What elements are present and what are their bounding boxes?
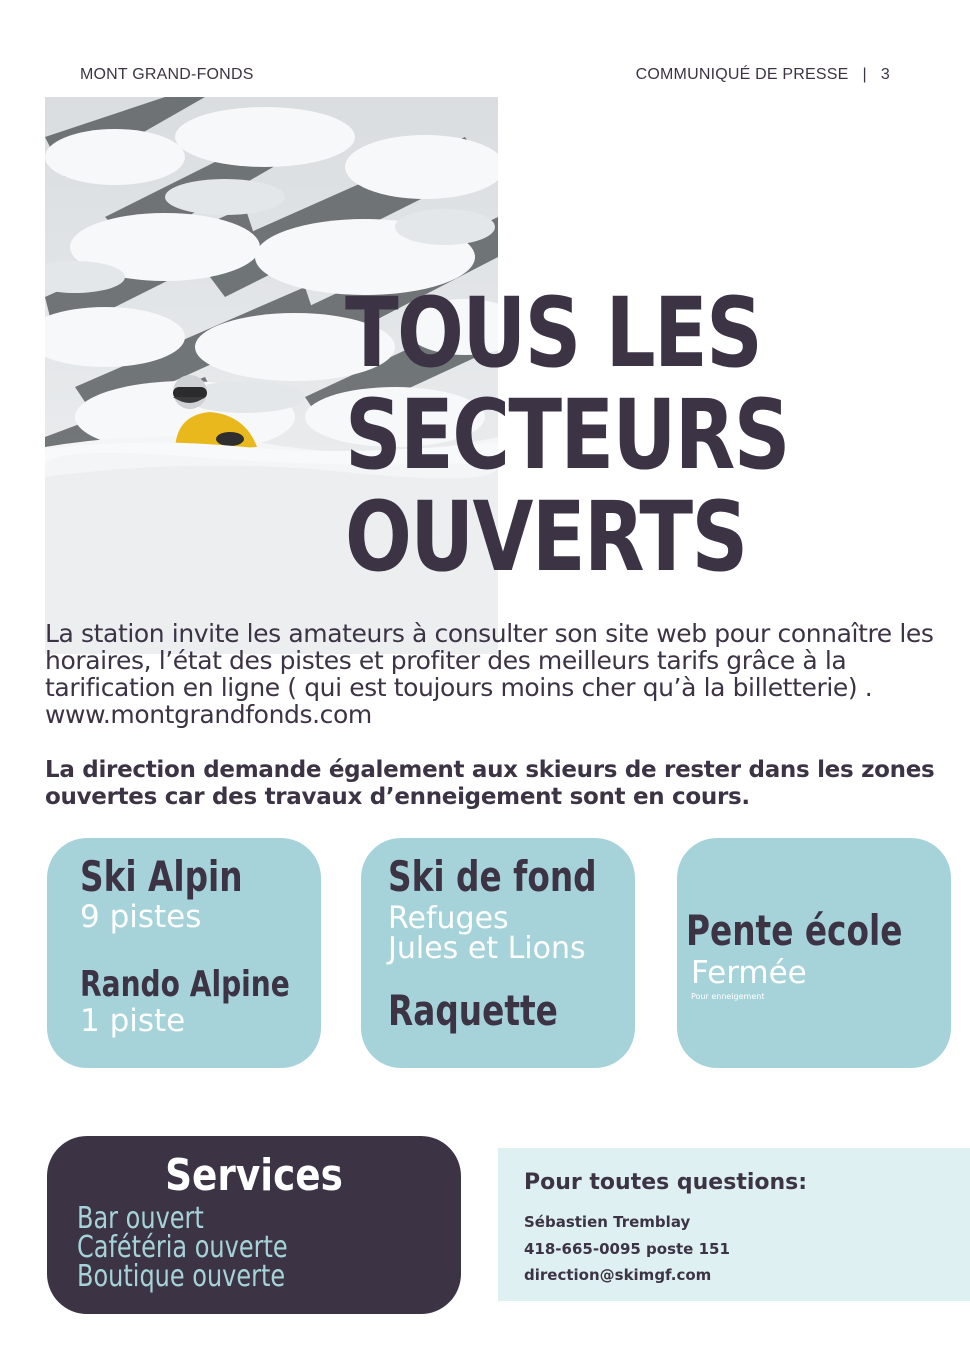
card-title-ski-de-fond: Ski de fond bbox=[388, 852, 597, 901]
page-number: 3 bbox=[880, 66, 890, 83]
headline-line-1: TOUS LES bbox=[345, 277, 762, 389]
card-sub-refuges: Refuges bbox=[388, 901, 509, 936]
services-box bbox=[47, 1136, 461, 1314]
card-title-pente-ecole: Pente école bbox=[686, 906, 903, 955]
headline-line-3: OUVERTS bbox=[345, 481, 747, 593]
card-title-raquette: Raquette bbox=[388, 986, 558, 1035]
services-item: Boutique ouverte bbox=[77, 1259, 286, 1294]
card-title-rando-alpine: Rando Alpine bbox=[80, 964, 290, 1005]
headline bbox=[345, 277, 804, 593]
intro-paragraph: La station invite les amateurs à consulter son site web pour connaître les horaires, l’état des pistes et profiter des meilleurs tarifs grâce à la tarification en ligne ( qui est toujours moins cher qu’à la billetterie) . www.montgrandfonds.com bbox=[45, 619, 934, 729]
card-ski-alpin bbox=[47, 838, 321, 1068]
card-ski-de-fond bbox=[361, 838, 635, 1068]
card-sub-piste: 1 piste bbox=[80, 1003, 186, 1039]
contact-box bbox=[498, 1148, 970, 1301]
card-sub-pistes: 9 pistes bbox=[80, 899, 202, 935]
card-tiny-pour-enneigement: Pour enneigement bbox=[691, 992, 765, 1001]
services-item: Cafétéria ouverte bbox=[77, 1230, 288, 1265]
headline-line-2: SECTEURS bbox=[345, 379, 789, 491]
contact-name: Sébastien Tremblay bbox=[524, 1213, 691, 1231]
card-title-ski-alpin: Ski Alpin bbox=[80, 852, 243, 901]
services-item: Bar ouvert bbox=[77, 1201, 204, 1236]
services-title: Services bbox=[165, 1150, 343, 1201]
document-type: COMMUNIQUÉ DE PRESSE bbox=[635, 66, 849, 83]
direction-note: La direction demande également aux skieurs de rester dans les zones ouvertes car des travaux d’enneigement sont en cours. bbox=[45, 757, 935, 810]
contact-phone: 418-665-0095 poste 151 bbox=[524, 1240, 730, 1258]
publisher-name: MONT GRAND-FONDS bbox=[80, 66, 254, 83]
services-list bbox=[77, 1201, 340, 1294]
header-separator: | bbox=[862, 66, 867, 83]
card-sub-fermee: Fermée bbox=[691, 955, 807, 991]
page-header-right bbox=[636, 66, 890, 84]
card-pente-ecole bbox=[677, 838, 951, 1068]
card-sub-jules-lions: Jules et Lions bbox=[388, 931, 586, 966]
contact-title: Pour toutes questions: bbox=[524, 1170, 808, 1195]
contact-email[interactable]: direction@skimgf.com bbox=[524, 1266, 712, 1284]
